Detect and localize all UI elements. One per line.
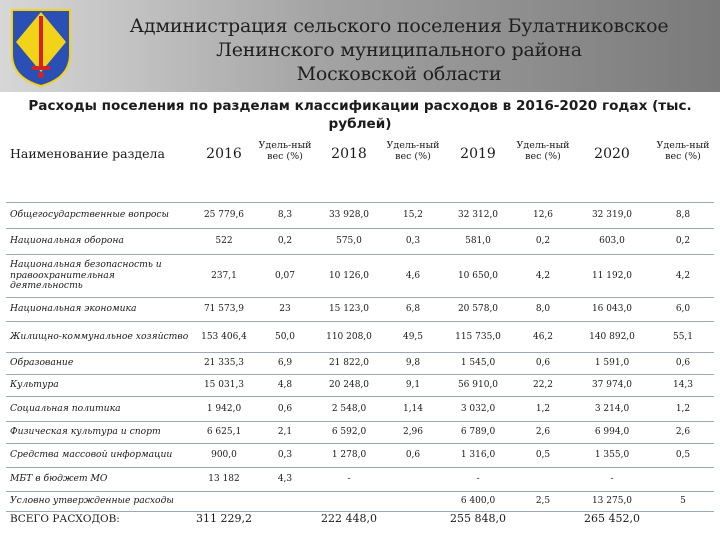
coat-of-arms-icon [10,8,72,88]
table-cell: 4,8 [277,380,293,391]
table-cell: 14,3 [672,380,694,391]
table-cell: 1 591,0 [594,358,630,369]
table-row [6,353,714,375]
table-cell: - [476,474,480,485]
table-cell [384,492,442,512]
table-cell: 0,6 [535,358,551,369]
table-cell: 603,0 [599,236,625,247]
table-cell [256,512,314,540]
table-cell: 0,3 [405,236,421,247]
table-cell: 10 126,0 [328,270,370,281]
table-cell: 13 182 [208,474,240,485]
table-cell [192,492,256,512]
table-cell: 2 548,0 [331,403,367,414]
table-row [6,322,714,353]
table-cell: 6 400,0 [460,496,496,507]
table-row [6,444,714,468]
table-cell: 0,5 [675,450,691,461]
table-cell: 115 735,0 [455,331,501,342]
table-cell: 5 [680,496,686,507]
table-cell: 6 625,1 [206,427,242,438]
table-cell: 0,2 [675,236,691,247]
table-cell: 21 822,0 [328,358,370,369]
table-cell: 0,2 [535,236,551,247]
table-row [6,422,714,444]
table-cell: 6,8 [405,304,421,315]
table-cell: 10 650,0 [457,270,499,281]
table-cell: 110 208,0 [326,331,372,342]
total-row [6,512,714,540]
table-cell: 237,1 [211,270,237,281]
table-cell [384,468,442,492]
table-cell: 8,8 [675,210,691,221]
table-cell: 50,0 [274,331,296,342]
table-row [6,203,714,229]
column-header: Удель-ный вес (%) [386,140,440,162]
row-label: Национальная безопасность и правоохранительная деятельность [10,259,162,292]
table-cell: 16 043,0 [591,304,633,315]
table-cell: 0,6 [277,403,293,414]
table-cell: 265 452,0 [584,512,640,525]
table-cell [384,512,442,540]
table-cell: 1,14 [402,403,424,414]
table-cell: 2,6 [535,427,551,438]
table-row [6,492,714,512]
table-cell: 222 448,0 [321,512,377,525]
table-cell: 9,1 [405,380,421,391]
table-cell: 12,6 [532,210,554,221]
table-cell: 3 032,0 [460,403,496,414]
row-label: Национальная экономика [10,303,137,315]
table-cell: 15 123,0 [328,304,370,315]
table-row [6,468,714,492]
table-cell: 46,2 [532,331,554,342]
table-cell: 11 192,0 [591,270,633,281]
table-cell [256,492,314,512]
table-cell: - [610,474,614,485]
column-header: Удель-ный вес (%) [258,140,312,162]
row-label: Физическая культура и спорт [10,426,161,438]
table-cell [652,512,714,540]
row-label: МБТ в бюджет МО [10,473,108,485]
column-header: 2020 [594,146,630,162]
table-cell: 900,0 [211,450,237,461]
table-cell: 9,8 [405,358,421,369]
row-label: ВСЕГО РАСХОДОВ: [10,513,120,525]
table-cell: 8,0 [535,304,551,315]
table-cell: 56 910,0 [457,380,499,391]
table-cell: 2,96 [402,427,424,438]
table-cell: 0,07 [274,270,296,281]
table-cell: 153 406,4 [201,331,247,342]
table-cell: 6 592,0 [331,427,367,438]
table-row [6,375,714,397]
table-cell: 255 848,0 [450,512,506,525]
column-header: Наименование раздела [10,146,165,161]
table-cell: 0,2 [277,236,293,247]
row-label: Социальная политика [10,402,121,414]
column-header: Удель-ный вес (%) [656,140,710,162]
table-cell: 2,5 [535,496,551,507]
row-label: Условно утвержденные расходы [10,495,174,507]
row-label: Жилищно-коммунальное хозяйство [10,330,189,342]
table-cell: 25 779,6 [203,210,245,221]
table-cell: 71 573,9 [203,304,245,315]
table-cell [652,468,714,492]
table-cell: 15 031,3 [203,380,245,391]
table-cell: 23 [279,304,291,315]
table-cell: 1,2 [675,403,691,414]
table-cell: 6 994,0 [594,427,630,438]
table-cell: 1 545,0 [460,358,496,369]
row-label: Средства массовой информации [10,449,173,461]
table-cell: 522 [215,236,233,247]
table-cell: 575,0 [336,236,362,247]
table-cell: 0,5 [535,450,551,461]
table-cell [514,512,572,540]
page-title [84,14,714,86]
table-cell: 4,2 [675,270,691,281]
table-cell: 20 248,0 [328,380,370,391]
table-cell: - [347,474,351,485]
table-cell: 55,1 [672,331,694,342]
table-row [6,397,714,422]
table-caption: Расходы поселения по разделам классификации расходов в 2016-2020 годах (тыс. рублей) [28,98,692,132]
table-cell: 311 229,2 [196,512,252,525]
table-cell: 32 312,0 [457,210,499,221]
column-header: 2018 [331,146,367,162]
table-cell: 32 319,0 [591,210,633,221]
table-cell: 4,6 [405,270,421,281]
table-cell: 6,9 [277,358,293,369]
table-cell: 2,1 [277,427,293,438]
table-cell: 1,2 [535,403,551,414]
table-cell: 22,2 [532,380,554,391]
row-label: Национальная оборона [10,235,124,247]
row-label: Общегосударственные вопросы [10,209,170,221]
table-cell: 20 578,0 [457,304,499,315]
table-cell: 4,3 [277,474,293,485]
table-cell: 0,3 [277,450,293,461]
table-cell: 21 335,3 [203,358,245,369]
column-header: 2019 [460,146,496,162]
table-cell: 1 316,0 [460,450,496,461]
column-header: Удель-ный вес (%) [516,140,570,162]
table-row [6,229,714,255]
row-label: Образование [10,357,74,369]
table-cell: 2,6 [675,427,691,438]
table-cell: 49,5 [402,331,424,342]
table-cell: 0,6 [675,358,691,369]
table-row [6,298,714,322]
table-cell: 581,0 [465,236,491,247]
table-cell: 8,3 [277,210,293,221]
table-cell: 15,2 [402,210,424,221]
table-row [6,255,714,298]
table-cell [314,492,384,512]
table-cell: 33 928,0 [328,210,370,221]
row-label: Культура [10,379,59,391]
table-cell: 6,0 [675,304,691,315]
expenses-table [6,134,714,540]
title-line: Ленинского муниципального района [216,39,582,61]
table-cell: 1 942,0 [206,403,242,414]
table-cell: 1 278,0 [331,450,367,461]
table-cell: 1 355,0 [594,450,630,461]
table-cell: 0,6 [405,450,421,461]
table-cell: 6 789,0 [460,427,496,438]
title-line: Московской области [296,63,502,85]
table-cell: 37 974,0 [591,380,633,391]
table-cell: 3 214,0 [594,403,630,414]
table-cell: 140 892,0 [589,331,635,342]
header-row [6,134,714,203]
table-cell: 13 275,0 [591,496,633,507]
table-cell: 4,2 [535,270,551,281]
table-cell [514,468,572,492]
title-line: Администрация сельского поселения Булатниковское [129,15,669,37]
column-header: 2016 [206,146,242,162]
